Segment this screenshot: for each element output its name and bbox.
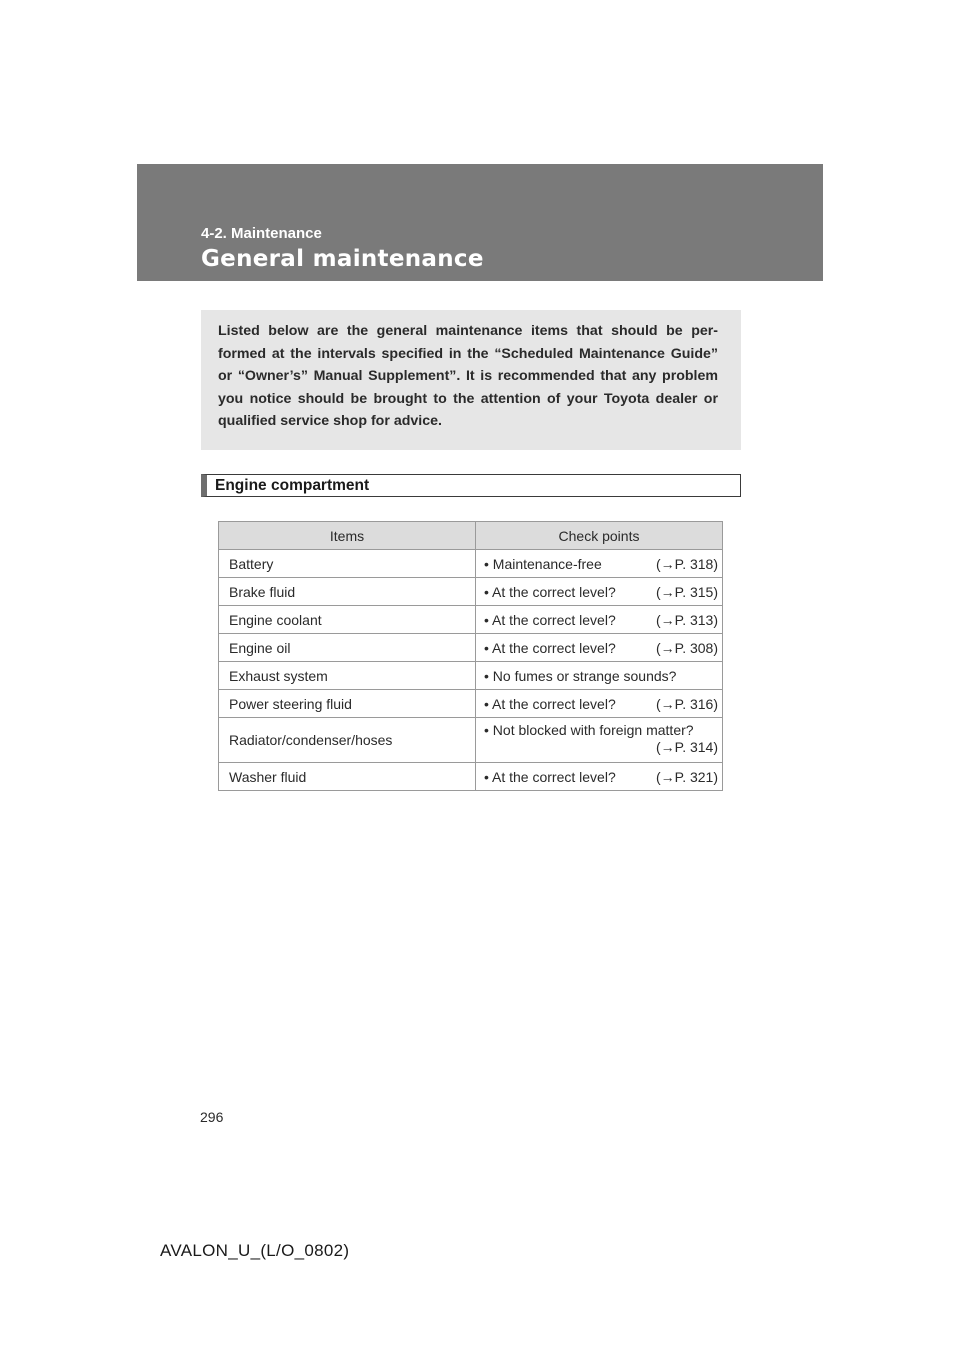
section-label: 4-2. Maintenance [201, 225, 322, 242]
check-text: • No fumes or strange sounds? [484, 667, 677, 684]
check-text: • At the correct level? [484, 583, 616, 600]
page-number: 296 [200, 1109, 224, 1125]
page-reference: (→P. 313) [656, 611, 718, 628]
page-reference: (→P. 321) [656, 768, 718, 785]
footer-code: AVALON_U_(L/O_0802) [160, 1241, 350, 1260]
check-point-cell [476, 763, 723, 791]
section-heading: Engine compartment [201, 474, 741, 497]
check-point-cell [476, 662, 723, 690]
check-point-cell [476, 606, 723, 634]
item-cell: Radiator/condenser/hoses [219, 718, 476, 763]
table-row [219, 690, 723, 718]
item-cell: Engine oil [219, 634, 476, 662]
item-cell: Washer fluid [219, 763, 476, 791]
check-point-cell [476, 550, 723, 578]
header-band [137, 164, 823, 281]
table-row [219, 763, 723, 791]
intro-text: Listed below are the general maintenance items that should be per-formed at the intervals specified in the “Scheduled Maintenance Guide” or “Owner’s” Manual Supplement”. It is recommended that any problem you notice should be brought to the attention of your Toyota dealer or qualified service shop for advice. [218, 323, 718, 430]
item-cell: Power steering fluid [219, 690, 476, 718]
column-header-items: Items [219, 522, 476, 550]
item-cell: Engine coolant [219, 606, 476, 634]
page-reference: (→P. 314) [656, 739, 718, 755]
page-reference: (→P. 315) [656, 583, 718, 600]
page-reference: (→P. 318) [656, 555, 718, 572]
page-title: General maintenance [201, 246, 484, 272]
page-reference: (→P. 316) [656, 695, 718, 712]
check-text: • At the correct level? [484, 611, 616, 628]
table-row [219, 578, 723, 606]
item-cell: Brake fluid [219, 578, 476, 606]
item-cell: Exhaust system [219, 662, 476, 690]
intro-box [201, 310, 741, 450]
check-text: • Not blocked with foreign matter? [484, 722, 694, 738]
check-table [218, 521, 723, 791]
table-row [219, 634, 723, 662]
table-row [219, 550, 723, 578]
check-text: • At the correct level? [484, 695, 616, 712]
check-text: • At the correct level? [484, 639, 616, 656]
table-row [219, 662, 723, 690]
check-text: • At the correct level? [484, 768, 616, 785]
check-point-cell [476, 578, 723, 606]
table-row [219, 606, 723, 634]
check-text: • Maintenance-free [484, 555, 602, 572]
check-point-cell [476, 690, 723, 718]
table-row [219, 718, 723, 763]
table-header-row [219, 522, 723, 550]
page-reference: (→P. 308) [656, 639, 718, 656]
column-header-check-points: Check points [476, 522, 723, 550]
check-point-cell [476, 634, 723, 662]
item-cell: Battery [219, 550, 476, 578]
check-point-cell [476, 718, 723, 763]
